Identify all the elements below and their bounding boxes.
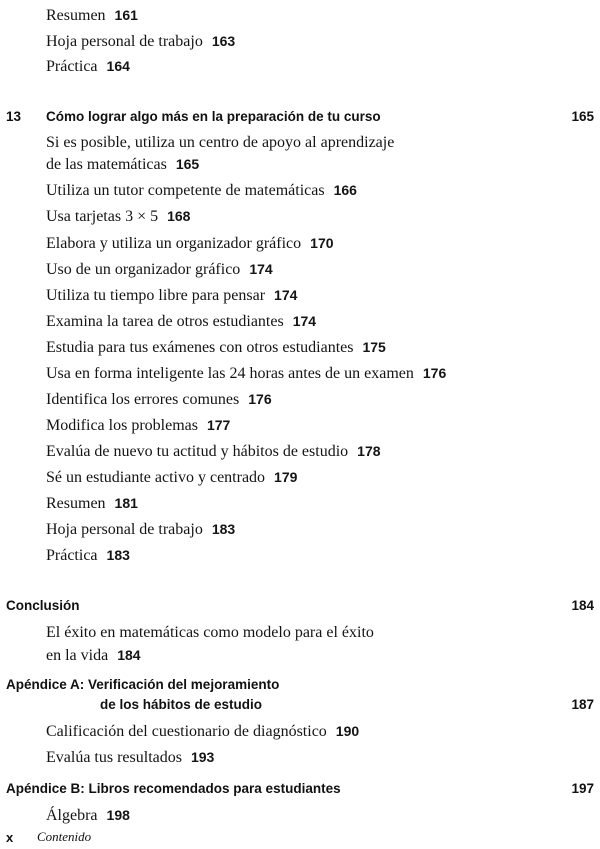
entry-title: Utiliza tu tiempo libre para pensar [46,287,266,304]
entry-page-number: 193 [190,749,215,765]
toc-entry [46,468,297,487]
appendix-page-number: 187 [571,697,594,712]
entry-page-number: 183 [106,547,130,563]
entry-title: Modifica los problemas [46,417,198,434]
entry-title: Identifica los errores comunes [46,391,240,408]
entry-page-number: 176 [248,391,272,407]
toc-entry [46,32,235,51]
entry-title: Calificación del cuestionario de diagnóstico [46,723,327,740]
chapter-title: Cómo lograr algo más en la preparación de tu curso [46,109,381,124]
entry-page-number: 174 [249,261,273,277]
entry-title: Usa en forma inteligente las 24 horas antes de un examen [46,365,414,382]
entry-title: Sé un estudiante activo y centrado [46,469,266,486]
toc-entry [46,134,394,152]
appendix-title: Apéndice B: Libros recomendados para estudiantes [6,781,341,796]
entry-page-number: 190 [335,723,360,739]
entry-page-number: 174 [292,313,317,329]
toc-entry-continuation [46,646,141,665]
toc-entry [46,234,334,253]
appendix-title: Apéndice A: Verificación del mejoramiento [6,677,280,692]
toc-entry [46,57,130,76]
entry-title: Resumen [46,7,106,24]
entry-page-number: 198 [106,807,130,823]
chapter-number: 13 [6,109,22,124]
running-footer: Contenido [37,829,92,844]
toc-entry [46,520,235,539]
entry-title: Hoja personal de trabajo [46,33,203,50]
toc-entry-continuation [46,155,199,174]
entry-page-number: 178 [357,443,381,459]
toc-entry [46,416,230,435]
toc-entry [46,207,190,226]
entry-page-number: 168 [167,208,191,224]
entry-title: Examina la tarea de otros estudiantes [46,313,284,330]
entry-title: Práctica [46,547,98,564]
appendix-title-continuation: de los hábitos de estudio [100,697,263,712]
toc-entry [46,748,214,767]
toc-entry [46,442,381,461]
toc-entry [46,624,374,642]
entry-title: Evalúa de nuevo tu actitud y hábitos de estudio [46,443,349,460]
toc-entry [46,312,316,331]
entry-page-number: 181 [114,495,138,511]
toc-entry [46,181,357,200]
chapter-page-number: 165 [571,109,594,124]
toc-entry [46,494,138,513]
entry-title: en la vida [46,647,109,664]
toc-entry [46,338,386,357]
entry-title: Resumen [46,495,106,512]
section-title: Conclusión [6,598,80,613]
entry-title: Si es posible, utiliza un centro de apoyo al aprendizaje [46,134,395,151]
entry-title: Usa tarjetas 3 × 5 [46,208,159,225]
entry-page-number: 164 [106,58,130,74]
folio-page-number: x [6,830,14,845]
entry-page-number: 163 [211,33,236,49]
entry-title: Estudia para tus exámenes con otros estudiantes [46,339,354,356]
entry-title: Práctica [46,58,98,75]
toc-entry [46,806,130,825]
section-page-number: 184 [571,598,594,613]
entry-page-number: 177 [206,417,231,433]
toc-entry [46,286,297,305]
toc-entry [46,390,272,409]
entry-page-number: 176 [422,365,447,381]
entry-page-number: 175 [362,339,386,355]
entry-title: Uso de un organizador gráfico [46,261,241,278]
entry-page-number: 174 [274,287,298,303]
entry-page-number: 166 [333,182,357,198]
toc-entry [46,546,130,565]
entry-title: Elabora y utiliza un organizador gráfico [46,235,302,252]
toc-entry [46,6,138,25]
entry-title: Hoja personal de trabajo [46,521,203,538]
toc-entry [46,260,273,279]
entry-page-number: 170 [310,235,334,251]
toc-entry [46,364,446,383]
entry-page-number: 183 [211,521,236,537]
appendix-page-number: 197 [571,781,594,796]
entry-title: de las matemáticas [46,156,167,173]
entry-title: Evalúa tus resultados [46,749,182,766]
toc-entry [46,722,359,741]
entry-title: El éxito en matemáticas como modelo para el éxito [46,624,374,641]
entry-page-number: 161 [114,7,138,23]
entry-title: Utiliza un tutor competente de matemáticas [46,182,325,199]
entry-page-number: 184 [117,647,141,663]
entry-page-number: 165 [175,156,200,172]
entry-title: Álgebra [46,807,98,824]
entry-page-number: 179 [274,469,298,485]
